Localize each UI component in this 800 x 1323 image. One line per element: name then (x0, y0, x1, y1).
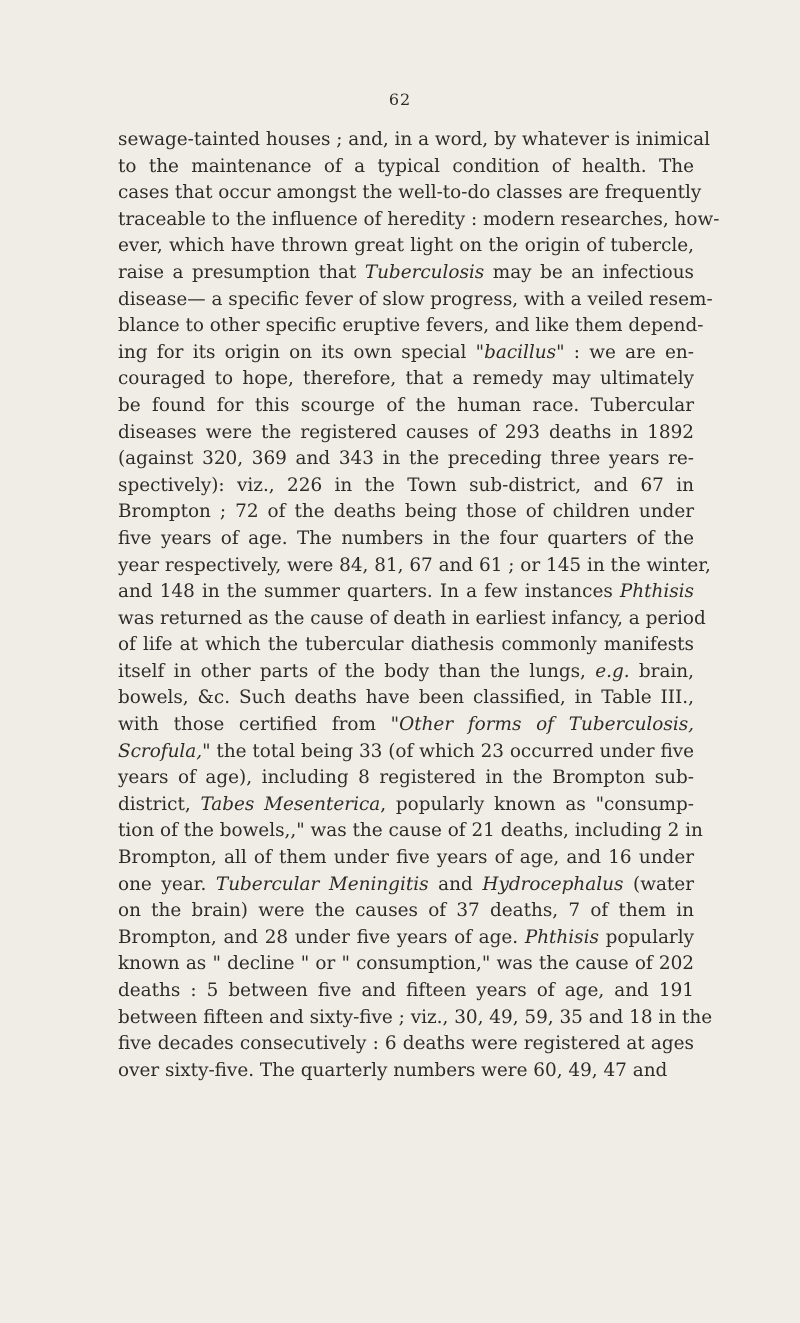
text-line: five years of age. The numbers in the four quarters of the (118, 527, 694, 549)
text-line: known as " decline " or " consumption," was the cause of 202 (118, 953, 694, 975)
italic-term: Tuberculosis (568, 714, 689, 736)
text-line: traceable to the influence of heredity : modern researches, how- (118, 208, 720, 230)
text-line: itself in other parts of the body than the lungs, e.g. brain, (118, 660, 694, 682)
text-line: cases that occur amongst the well-to-do classes are frequently (118, 182, 702, 204)
italic-term: Tubercular Meningitis (215, 873, 429, 895)
italic-term: bacillus (484, 341, 557, 363)
italic-term: e.g. (595, 660, 630, 682)
text-line: blance to other specific eruptive fevers, and like them depend- (118, 315, 704, 337)
text-line: couraged to hope, therefore, that a remedy may ultimately (118, 368, 694, 390)
italic-term: Scrofula, (118, 740, 203, 762)
text-line: district, Tabes Mesenterica, popularly known as "consump- (118, 793, 694, 815)
text-line: raise a presumption that Tuberculosis may be an infectious (118, 261, 694, 283)
text-line: with those certified from "Other forms of Tuberculosis, (118, 714, 694, 736)
italic-term: Phthisis (619, 581, 694, 603)
text-line: Brompton, and 28 under five years of age. Phthisis popularly (118, 926, 694, 948)
text-line: be found for this scourge of the human race. Tubercular (118, 394, 694, 416)
body-paragraph (118, 127, 720, 1084)
text-line: spectively): viz., 226 in the Town sub-district, and 67 in (118, 474, 694, 496)
text-line: one year. Tubercular Meningitis and Hydrocephalus (water (118, 873, 694, 895)
italic-term: Tuberculosis (364, 261, 485, 283)
text-line: ever, which have thrown great light on the origin of tubercle, (118, 235, 694, 257)
text-line: year respectively, were 84, 81, 67 and 61 ; or 145 in the winter, (118, 554, 711, 576)
text-line: deaths : 5 between five and fifteen years of age, and 191 (118, 980, 694, 1001)
text-line: tion of the bowels,," was the cause of 21 deaths, including 2 in (118, 820, 703, 842)
text-line: five decades consecutively : 6 deaths were registered at ages (118, 1033, 694, 1055)
italic-term: Phthisis (524, 926, 599, 948)
italic-term: Tabes Mesenterica (200, 793, 381, 815)
text-line: Brompton ; 72 of the deaths being those of children under (118, 501, 694, 523)
text-line: sewage-tainted houses ; and, in a word, by whatever is inimical (118, 129, 710, 150)
text-line: Scrofula," the total being 33 (of which 23 occurred under five (118, 740, 694, 762)
text-line: years of age), including 8 registered in the Brompton sub- (118, 767, 694, 789)
page-number: 62 (388, 90, 412, 109)
text-line: on the brain) were the causes of 37 deaths, 7 of them in (118, 900, 694, 922)
text-line: diseases were the registered causes of 293 deaths in 1892 (118, 421, 694, 443)
text-line: (against 320, 369 and 343 in the preceding three years re- (118, 448, 694, 470)
italic-term: Other forms of Tuberculosis, (399, 714, 694, 736)
text-line: and 148 in the summer quarters. In a few instances Phthisis (118, 581, 694, 603)
text-line: disease— a specific fever of slow progress, with a veiled resem- (118, 288, 713, 310)
italic-term: Hydrocephalus (482, 873, 624, 895)
text-line: bowels, &c. Such deaths have been classified, in Table III., (118, 687, 694, 709)
text-line: over sixty-five. The quarterly numbers were 60, 49, 47 and (118, 1059, 668, 1081)
text-line: of life at which the tubercular diathesis commonly manifests (118, 634, 694, 656)
text-line: ing for its origin on its own special "bacillus" : we are en- (118, 341, 694, 363)
text-line: Brompton, all of them under five years of age, and 16 under (118, 847, 694, 869)
text-line: was returned as the cause of death in earliest infancy, a period (118, 607, 706, 629)
text-line: to the maintenance of a typical condition of health. The (118, 155, 694, 177)
text-line: between fifteen and sixty-five ; viz., 30, 49, 59, 35 and 18 in the (118, 1006, 713, 1028)
